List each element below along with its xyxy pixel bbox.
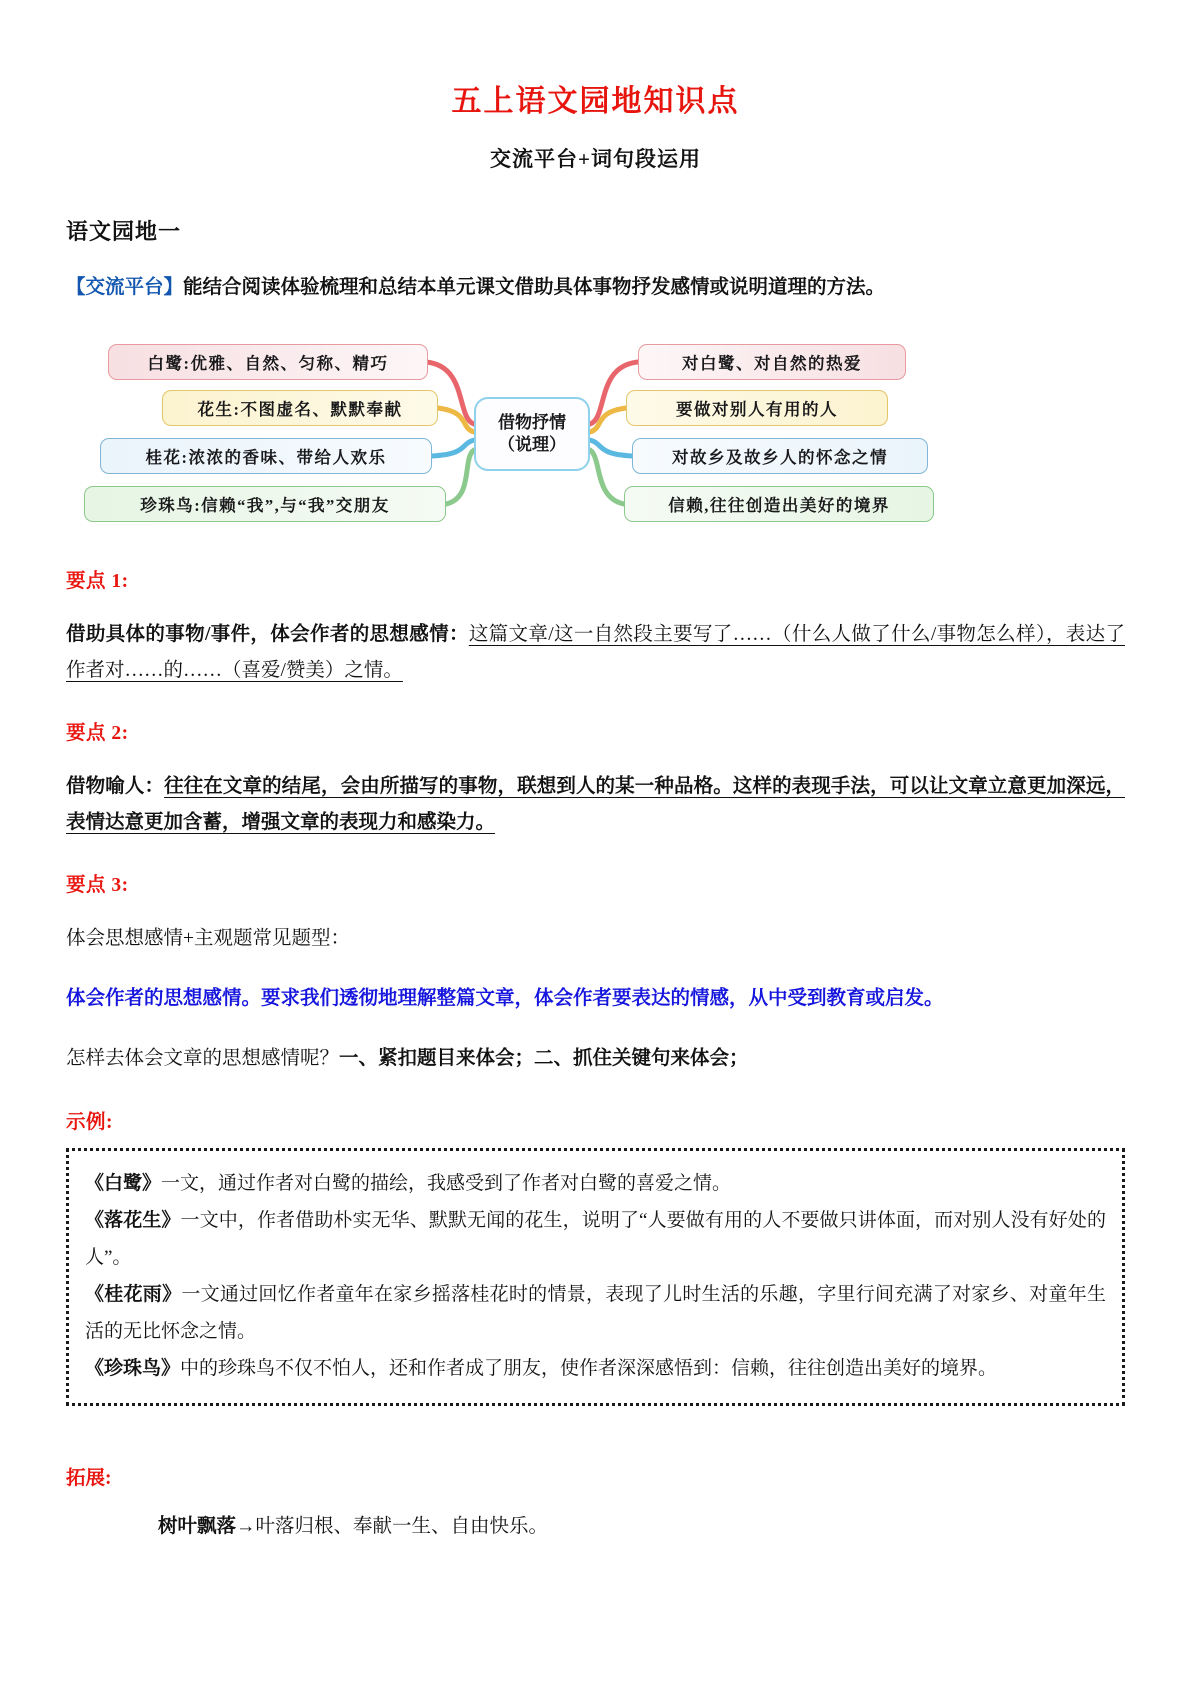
point-1-paragraph [66,617,1125,689]
mindmap-left-label-2: 花生:不图虚名、默默奉献 [197,400,403,420]
mindmap-right-label-4: 信赖,往往创造出美好的境界 [668,496,890,516]
example-item-3 [85,1276,1106,1350]
example-text-2: 一文中，作者借助朴实无华、默默无闻的花生，说明了“人要做有用的人不要做只讲体面，而对别人没有好处的人”。 [85,1209,1106,1268]
platform-paragraph [66,270,1125,306]
example-item-4 [85,1350,1106,1387]
point-2-paragraph [66,769,1125,841]
expand-label: 拓展: [66,1467,112,1489]
expand-lead: 树叶飘落 [158,1515,237,1537]
example-text-1: 一文，通过作者对白鹭的描绘，我感受到了作者对白鹭的喜爱之情。 [161,1172,732,1194]
point-1-label: 要点 1: [66,571,129,593]
mindmap-center-line-1: 借物抒情 [498,412,566,432]
mindmap-right-box-1 [638,344,906,380]
mindmap-right-box-4 [624,486,934,522]
expand-text: 叶落归根、奉献一生、自由快乐。 [255,1515,549,1537]
example-text-3: 一文通过回忆作者童年在家乡摇落桂花时的情景，表现了儿时生活的乐趣，字里行间充满了对家乡、对童年生活的无比怀念之情。 [85,1283,1106,1342]
example-book-4: 《珍珠鸟》 [85,1357,181,1379]
point-1-bold-text: 借助具体的事物/事件，体会作者的思想感情： [66,624,469,646]
mindmap-right-box-2 [626,390,888,426]
point-3-question-line [66,1041,1125,1077]
example-book-1: 《白鹭》 [85,1172,162,1194]
section-heading: 语文园地一 [66,219,182,244]
example-book-3: 《桂花雨》 [85,1283,182,1305]
example-text-4: 中的珍珠鸟不仅不怕人，还和作者成了朋友，使作者深深感悟到：信赖，往往创造出美好的境界。 [180,1357,998,1379]
example-item-1 [85,1165,1106,1202]
point-2-underlined-text: 往往在文章的结尾，会由所描写的事物，联想到人的某一种品格。这样的表现手法，可以让文章立意更加深远，表情达意更加含蓄，增强文章的表现力和感染力。 [66,776,1125,834]
example-box [66,1148,1125,1406]
platform-tag: 【交流平台】 [66,277,184,298]
page-title: 五上语文园地知识点 [451,85,740,118]
example-book-2: 《落花生》 [85,1209,181,1231]
point-3-question: 怎样去体会文章的思想感情呢？ [66,1048,340,1070]
mindmap-left-box-3 [100,438,432,474]
point-3-label: 要点 3: [66,875,129,897]
point-2-label: 要点 2: [66,723,129,745]
point-3-intro: 体会思想感情+主观题常见题型： [66,928,350,950]
mindmap-left-label-3: 桂花:浓浓的香味、带给人欢乐 [145,448,387,468]
mindmap-left-label-4: 珍珠鸟:信赖“我”,与“我”交朋友 [140,496,390,516]
example-item-2 [85,1202,1106,1276]
mindmap-left-box-1 [108,344,428,380]
page-subtitle: 交流平台+词句段运用 [490,147,701,171]
point-3-blue-text: 体会作者的思想感情。要求我们透彻地理解整篇文章，体会作者要表达的情感，从中受到教育或启发。 [66,988,944,1010]
mindmap-right-label-2: 要做对别人有用的人 [676,400,838,420]
point-2-bold-text: 借物喻人： [66,776,165,798]
arrow-icon: → [236,1515,256,1537]
mindmap-right-label-1: 对白鹭、对自然的热爱 [682,354,862,374]
expand-line [158,1510,1125,1538]
mindmap-left-box-2 [162,390,438,426]
mindmap-center-line-2: （说理） [498,435,566,455]
mindmap-center-node [474,397,590,471]
point-1-underlined-text: 这篇文章/这一自然段主要写了……（什么人做了什么/事物怎么样），表达了作者对……的……（喜爱/赞美）之情。 [66,624,1125,682]
mindmap-diagram [76,332,966,537]
point-3-answer: 一、紧扣题目来体会；二、抓住关键句来体会； [339,1048,749,1070]
mindmap-left-box-4 [84,486,446,522]
platform-text: 能结合阅读体验梳理和总结本单元课文借助具体事物抒发感情或说明道理的方法。 [183,277,886,298]
example-label: 示例: [66,1111,113,1133]
mindmap-left-label-1: 白鹭:优雅、自然、匀称、精巧 [147,354,389,374]
mindmap-right-box-3 [632,438,928,474]
mindmap-right-label-3: 对故乡及故乡人的怀念之情 [672,448,888,468]
